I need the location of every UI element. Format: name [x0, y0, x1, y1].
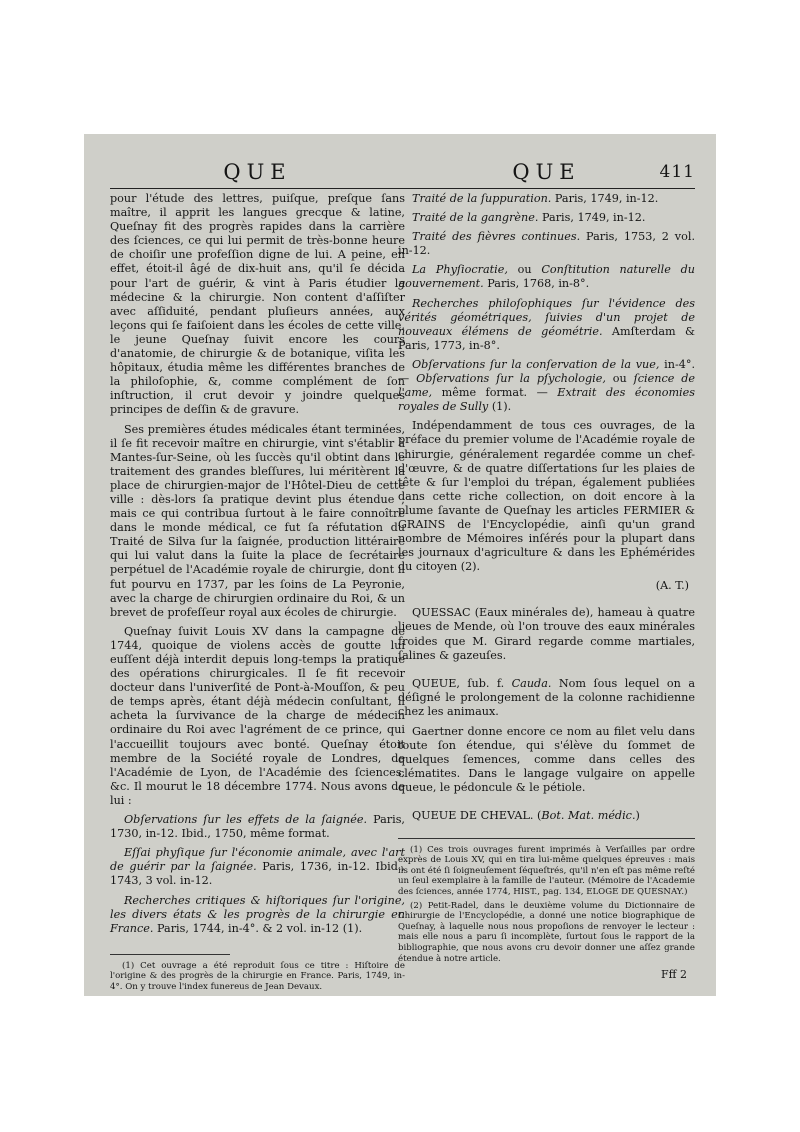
entry-close: ) — [635, 809, 640, 823]
running-head-right — [398, 158, 695, 186]
work-details: Paris, 1749, in-12. — [551, 192, 659, 205]
footnote-rule — [398, 838, 695, 839]
work-title: Extrait des économies royales de Sully — [398, 386, 695, 414]
work-entry — [398, 297, 695, 353]
paragraph: Indépendamment de tous ces ouvrages, de la préface du premier volume de l'Académie royale de chirurgie, généralement regardée comme un chef-d'œuvre, & de quatre diſſertations ſur les plaies de tête & ſur l'emploi du trépan, également publiées dans cette riche collection, on doit encore à la plume ſavante de Queſnay les articles FERMIER & GRAINS de l'Encyclopédie, ainſi qu'un grand nombre de Mémoires inſérés pour la plupart dans les journaux d'agriculture & dans les Ephémérides du citoyen (2). — [398, 419, 695, 574]
work-entry — [398, 358, 695, 414]
paragraph: Ses premières études médicales étant terminées, il ſe fit recevoir maître en chirurgie, vint s'établir à Mantes-ſur-Seine, où les ſuccès qu'il obtint dans le traitement des grandes bleſſures, lui méritèrent la place de chirurgien-major de l'Hôtel-Dieu de cette ville : dès-lors ſa pratique devint plus étendue ; mais ce qui contribua ſurtout à le faire connoître dans le monde médical, ce fut ſa réfutation du Traité de Silva ſur la ſaignée, production littéraire qui lui valut dans la ſuite la place de ſecrétaire perpétuel de l'Académie royale de chirurgie, dont il fut pourvu en 1737, par les ſoins de La Peyronie, avec la charge de chirurgien ordinaire du Roi, & un brevet de profeſſeur royal aux écoles de chirurgie. — [110, 422, 405, 619]
paragraph: Gaertner donne encore ce nom au filet velu dans toute ſon étendue, qui s'élève du ſommet de quelques ſemences, comme dans celles des clématites. Dans le langage vulgaire on appelle queue, le pédoncule & le pétiole. — [398, 725, 695, 795]
work-title: Traité des fièvres continues. — [412, 230, 581, 244]
dictionary-entry — [398, 809, 695, 823]
work-title: Eſſai phyſique ſur l'économie animale, avec l'art de guérir par la ſaignée. — [110, 846, 405, 874]
work-title: Recherches critiques & hiſtoriques ſur l'origine, les divers états & les progrès de la chirurgie en France. — [110, 893, 405, 935]
dictionary-entry — [398, 677, 695, 719]
work-title: Conſtitution naturelle du gouvernement. — [398, 263, 695, 291]
running-head-text: QUE — [512, 160, 581, 184]
head-rule — [110, 188, 405, 189]
footnote-rule — [110, 954, 230, 955]
work-title: Obſervations ſur les effets de la ſaignée. — [124, 813, 368, 827]
work-details: Paris, 1768, in-8°. — [483, 277, 590, 291]
work-entry — [110, 813, 405, 841]
scanned-page — [84, 134, 716, 996]
entry-category: Bot. Mat. médic. — [541, 809, 636, 823]
work-details: Paris, 1749, in-12. — [538, 211, 646, 225]
work-title: Obſervations ſur la conſervation de la vue, — [412, 357, 660, 371]
entry-head: QUEUE, ſub. f. — [412, 676, 512, 690]
dictionary-entry: QUESSAC (Eaux minérales de), hameau à quatre lieues de Mende, où l'on trouve des eaux minérales froides que M. Girard regarde comme martiales, ſalines & gazeuſes. — [398, 606, 695, 662]
work-title: La Phyſiocratie, — [412, 263, 508, 277]
signature-mark: Fff 2 — [661, 968, 687, 982]
running-head-left: QUE — [223, 160, 292, 184]
work-details: in-4°. — — [398, 357, 695, 386]
footnote: (2) Petit-Radel, dans le deuxième volume du Dictionnaire de Chirurgie de l'Encyclopédie, a donné une notice biographique de Queſnay, à laquelle nous nous propoſions de renvoyer le lecteur : mais elle nous a paru ſi incomplète, ſurtout ſous le rapport de la bibliographie, que nous avons cru devoir donner une aſſez grande étendue à notre article. — [398, 900, 695, 964]
right-column — [398, 158, 695, 981]
work-connector: ou — [605, 372, 634, 386]
work-entry — [398, 263, 695, 291]
work-details: Paris, 1753, 2 vol. in-12. — [398, 230, 696, 258]
entry-text: Nom ſous lequel on a déſigné le prolongement de la colonne rachidienne chez les animaux. — [398, 676, 695, 718]
work-connector: ou — [507, 263, 542, 277]
work-details: Amſterdam & Paris, 1773, in-8°. — [398, 324, 695, 352]
author-signature: (A. T.) — [655, 579, 689, 593]
work-entry — [110, 894, 405, 936]
work-title: ſcience de l'ame, — [398, 372, 696, 400]
footnote: (1) Cet ouvrage a été reproduit ſous ce titre : Hiſtoire de l'origine & des progrès de la chirurgie en France. Paris, 1749, in-4°. On y trouve l'index funereus de Jean Devaux. — [110, 960, 405, 992]
work-details: Paris, 1730, in-12. Ibid., 1750, même format. — [110, 813, 405, 841]
work-entry — [398, 211, 695, 225]
work-details: (1). — [488, 400, 512, 414]
work-title: Obſervations ſur la pſychologie, — [416, 372, 606, 386]
work-title: Traité de la gangrène. — [412, 211, 539, 225]
work-details: Paris, 1744, in-4°. & 2 vol. in-12 (1). — [153, 921, 363, 935]
work-title: Recherches philoſophiques ſur l'évidence des vérités géométriques, ſuivies d'un projet de nouveaux élémens de géométrie. — [398, 296, 695, 338]
head-rule — [398, 188, 695, 189]
work-entry — [110, 846, 405, 888]
work-details: même format. — — [432, 386, 558, 400]
paragraph: Queſnay ſuivit Louis XV dans la campagne de 1744, quoique de violens accès de goutte lui euſſent déjà interdit depuis long-temps la pratique des opérations chirurgicales. Il ſe fit recevoir docteur dans l'univerſité de Pont-à-Mouſſon, & peu de temps après, étant déjà médecin conſultant, il acheta la ſurvivance de la charge de médecin ordinaire du Roi avec l'agrément de ce prince, qui l'accueillit toujours avec bonté. Queſnay étoit membre de la Société royale de Londres, de l'Académie de Lyon, de l'Académie des ſciences, &c. Il mourut le 18 décembre 1774. Nous avons de lui : — [110, 624, 405, 807]
work-details: Paris, 1736, in-12. Ibid., 1743, 3 vol. in-12. — [110, 860, 405, 888]
page-number: 411 — [659, 162, 695, 182]
work-entry — [398, 230, 695, 258]
entry-latin: Cauda. — [511, 676, 552, 690]
paragraph: pour l'étude des lettres, puiſque, preſque ſans maître, il apprit les langues grecque & latine, Queſnay fit des progrès rapides dans la carrière des ſciences, ce qui lui permit de très-bonne heure de choiſir une profeſſion digne de lui. A peine, en effet, étoit-il âgé de dix-huit ans, qu'il ſe décida pour l'art de guérir, & vint à Paris étudier la médecine & la chirurgie. Non content d'aſſiſter avec aſſiduité, pendant pluſieurs années, aux leçons qui ſe faiſoient dans les écoles de cette ville, le jeune Queſnay ſuivit encore les cours d'anatomie, de chirurgie & de botanique, viſita les hôpitaux, étudia même les différentes branches de la philoſophie, &, comme complément de ſon inſtruction, il crut devoir y joindre quelques principes de deſſin & de gravure. — [110, 192, 405, 417]
work-entry — [398, 192, 695, 206]
work-title: Traité de la ſuppuration. — [412, 192, 552, 205]
left-column — [110, 158, 405, 996]
footnote: (1) Ces trois ouvrages furent imprimés à Verſailles par ordre exprès de Louis XV, qui en tira lui-même quelques épreuves : mais ils ont été ſi ſoigneuſement ſéqueſtrés, qu'il n'en eſt pas même reſté un ſeul exemplaire à la famille de l'auteur. (Mémoire de l'Academie des ſciences, année 1774, HIST., pag. 134, ELOGE DE QUESNAY.) — [398, 844, 695, 897]
entry-head: QUEUE DE CHEVAL. ( — [412, 809, 542, 823]
